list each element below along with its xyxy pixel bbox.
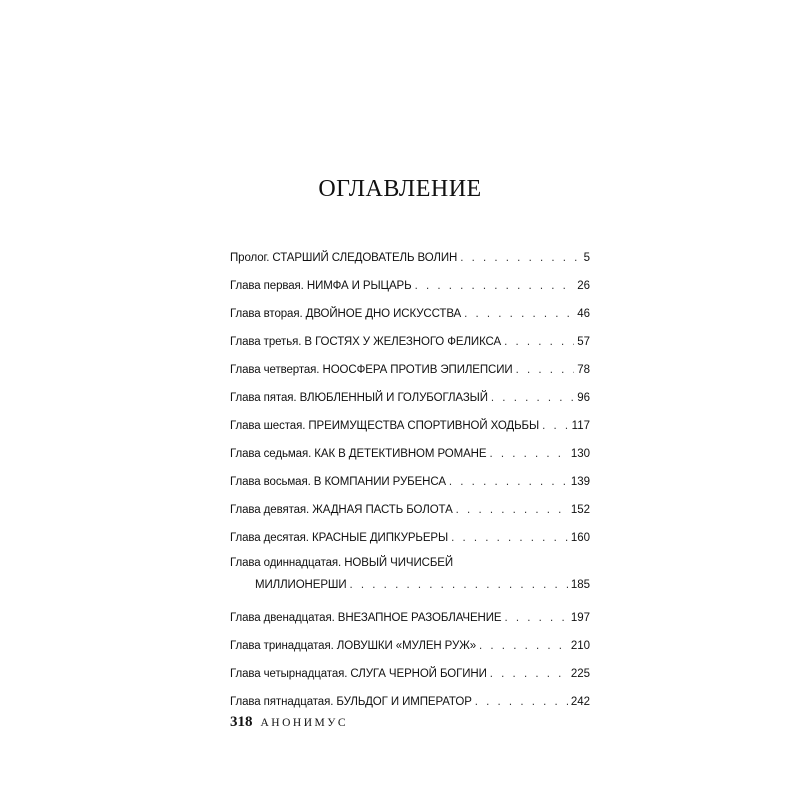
toc-entry-page: 130	[570, 448, 590, 460]
toc-entry	[230, 384, 590, 412]
toc-entry-label: Глава девятая. ЖАДНАЯ ПАСТЬ БОЛОТА	[230, 504, 453, 516]
leader-dots	[489, 440, 567, 468]
leader-dots	[505, 604, 568, 632]
toc-entry-label: Глава двенадцатая. ВНЕЗАПНОЕ РАЗОБЛАЧЕНИЕ	[230, 612, 502, 624]
toc-entry-page: 197	[570, 612, 590, 624]
toc-entry-page: 139	[570, 476, 590, 488]
toc-entry	[230, 496, 590, 524]
toc-entry	[230, 688, 590, 716]
toc-entry	[230, 300, 590, 328]
leader-dots	[451, 524, 568, 552]
toc-entry	[230, 412, 590, 440]
toc-entry-label-continued: МИЛЛИОНЕРШИ	[255, 579, 347, 591]
toc-entry	[230, 604, 590, 632]
toc-entry-page: 96	[577, 392, 590, 404]
toc-entry-label: Глава седьмая. КАК В ДЕТЕКТИВНОМ РОМАНЕ	[230, 448, 487, 460]
toc-entry	[230, 468, 590, 496]
toc-entry-page: 152	[570, 504, 590, 516]
toc-entry	[230, 328, 590, 356]
toc-entry-page: 225	[570, 668, 590, 680]
toc-entry	[230, 524, 590, 552]
toc-entry-page: 117	[571, 420, 590, 432]
leader-dots	[464, 300, 574, 328]
toc-entry	[230, 660, 590, 688]
toc-entry-page: 26	[577, 280, 590, 292]
toc-title: ОГЛАВЛЕНИЕ	[318, 176, 482, 202]
toc-entry	[230, 552, 590, 604]
toc-entry-page: 5	[583, 252, 590, 264]
toc-entry-label: Глава третья. В ГОСТЯХ У ЖЕЛЕЗНОГО ФЕЛИКСА	[230, 336, 502, 348]
toc-entry-label: Глава четырнадцатая. СЛУГА ЧЕРНОЙ БОГИНИ	[230, 668, 487, 680]
leader-dots	[542, 412, 569, 440]
leader-dots	[490, 660, 568, 688]
toc-entry	[230, 356, 590, 384]
toc-entry-page: 57	[577, 336, 590, 348]
leader-dots	[504, 328, 574, 356]
toc-list	[230, 244, 590, 716]
leader-dots	[460, 244, 580, 272]
toc-entry-label: Глава тринадцатая. ЛОВУШКИ «МУЛЕН РУЖ»	[230, 640, 477, 652]
leader-dots	[350, 574, 568, 596]
toc-entry-label: Глава пятая. ВЛЮБЛЕННЫЙ И ГОЛУБОГЛАЗЫЙ	[230, 392, 488, 404]
toc-entry	[230, 244, 590, 272]
page-number: 318	[230, 714, 253, 730]
toc-entry-page: 185	[570, 579, 590, 591]
leader-dots	[415, 272, 575, 300]
running-head: АНОНИМУС	[260, 717, 349, 729]
toc-entry-label: Глава первая. НИМФА И РЫЦАРЬ	[230, 280, 412, 292]
toc-entry-page: 160	[570, 532, 590, 544]
leader-dots	[516, 356, 575, 384]
toc-entry	[230, 272, 590, 300]
toc-entry-label: Глава шестая. ПРЕИМУЩЕСТВА СПОРТИВНОЙ ХОДЬБЫ	[230, 420, 540, 432]
toc-entry-label: Глава восьмая. В КОМПАНИИ РУБЕНСА	[230, 476, 446, 488]
toc-entry-label: Пролог. СТАРШИЙ СЛЕДОВАТЕЛЬ ВОЛИН	[230, 252, 458, 264]
toc-entry	[230, 440, 590, 468]
leader-dots	[479, 632, 568, 660]
toc-entry-page: 78	[577, 364, 590, 376]
toc-entry-label: Глава пятнадцатая. БУЛЬДОГ И ИМПЕРАТОР	[230, 696, 472, 708]
toc-entry-page: 46	[577, 308, 590, 320]
toc-entry-label: Глава вторая. ДВОЙНОЕ ДНО ИСКУССТВА	[230, 308, 462, 320]
toc-entry-page: 210	[570, 640, 590, 652]
leader-dots	[475, 688, 568, 716]
leader-dots	[449, 468, 568, 496]
toc-entry-label: Глава четвертая. НООСФЕРА ПРОТИВ ЭПИЛЕПСИИ	[230, 364, 513, 376]
toc-entry-page: 242	[570, 696, 590, 708]
toc-entry	[230, 632, 590, 660]
toc-entry-label: Глава десятая. КРАСНЫЕ ДИПКУРЬЕРЫ	[230, 532, 449, 544]
page-footer	[230, 714, 348, 731]
toc-entry-label: Глава одиннадцатая. НОВЫЙ ЧИЧИСБЕЙ	[230, 557, 454, 569]
leader-dots	[456, 496, 568, 524]
leader-dots	[491, 384, 574, 412]
